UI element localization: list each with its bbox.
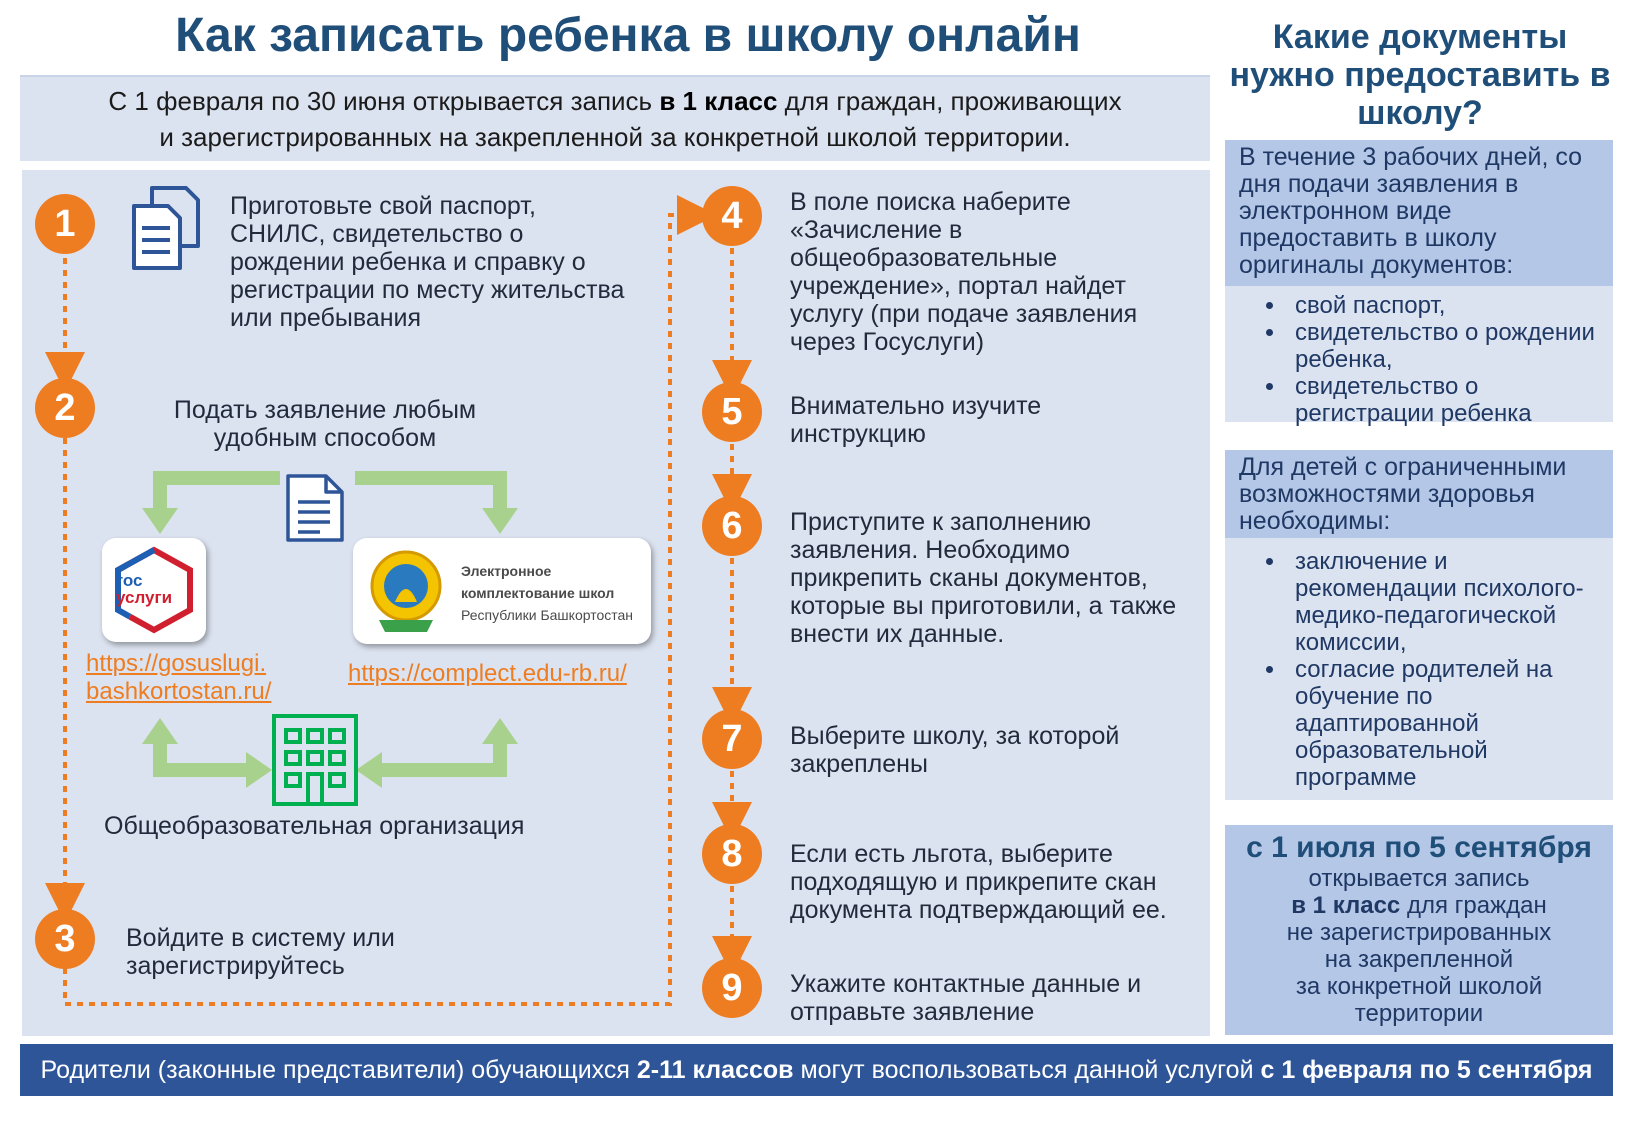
gosuslugi-logo-line2: услуги bbox=[116, 588, 173, 607]
documents-box-header: В течение 3 рабочих дней, со дня подачи заявления в электронном виде предоставить в школу оригиналы документов: bbox=[1225, 140, 1613, 286]
step-7-number: 7 bbox=[702, 709, 762, 769]
step-6-text: Приступите к заполнению заявления. Необходимо прикрепить сканы документов, которые вы приготовили, а также внести их данные. bbox=[790, 508, 1177, 648]
disability-list bbox=[1225, 538, 1613, 797]
documents-list-item: • свидетельство о регистрации ребенка bbox=[1287, 373, 1603, 427]
second-period-line3: не зарегистрированных bbox=[1286, 919, 1552, 946]
complect-link[interactable]: https://complect.edu-rb.ru/ bbox=[348, 660, 627, 687]
second-period-line5: за конкретной школой bbox=[1295, 973, 1543, 1000]
documents-list bbox=[1225, 286, 1613, 433]
step-4-number: 4 bbox=[702, 186, 762, 246]
footer-text-1: Родители (законные представители) обучающихся bbox=[40, 1056, 637, 1084]
documents-list-item: • свидетельство о рождении ребенка, bbox=[1287, 319, 1603, 373]
second-period-box bbox=[1225, 825, 1613, 1035]
second-period-line6: территории bbox=[1354, 1000, 1484, 1027]
gosuslugi-link[interactable] bbox=[86, 650, 271, 706]
documents-box-body bbox=[1225, 286, 1613, 427]
disability-box bbox=[1225, 450, 1613, 800]
complect-logo-line3: Республики Башкортостан bbox=[461, 607, 634, 623]
step-8-number: 8 bbox=[702, 824, 762, 884]
gosuslugi-link-line2: bashkortostan.ru/ bbox=[86, 678, 272, 705]
disability-list-item: • заключение и рекомендации психолого-медико-педагогической комиссии, bbox=[1287, 548, 1603, 656]
step-9-number: 9 bbox=[702, 958, 762, 1018]
step-1-number: 1 bbox=[35, 194, 95, 254]
step-5-text: Внимательно изучите инструкцию bbox=[790, 392, 1042, 448]
step-7-text: Выберите школу, за которой закреплены bbox=[790, 722, 1120, 778]
gosuslugi-link-line1: https://gosuslugi. bbox=[86, 650, 267, 677]
step-8-text: Если есть льгота, выберите подходящую и прикрепите скан документа подтверждающий ее. bbox=[790, 840, 1167, 924]
intro-text-1: С 1 февраля по 30 июня открывается запись bbox=[108, 86, 660, 116]
step-4-text: В поле поиска наберите «Зачисление в общеобразовательные учреждение», портал найдет услугу (при подаче заявления через Госуслуги) bbox=[790, 188, 1138, 356]
disability-box-header: Для детей с ограниченными возможностями здоровья необходимы: bbox=[1225, 450, 1613, 538]
second-period-line2 bbox=[1225, 892, 1613, 919]
intro-text-3: и зарегистрированных на закрепленной за конкретной школой территории. bbox=[159, 122, 1071, 152]
application-document-icon bbox=[284, 472, 346, 544]
page-title: Как записать ребенка в школу онлайн bbox=[175, 9, 1081, 62]
documents-box bbox=[1225, 140, 1613, 427]
second-period-dates: с 1 июля по 5 сентября bbox=[1246, 831, 1592, 864]
complect-logo-line1: Электронное bbox=[461, 563, 552, 579]
gosuslugi-logo-line1: гос bbox=[116, 571, 143, 590]
gosuslugi-logo[interactable] bbox=[102, 538, 206, 642]
footer-text-2: могут воспользоваться данной услугой bbox=[793, 1056, 1261, 1084]
second-period-line2-rest: для граждан bbox=[1400, 892, 1547, 919]
complect-logo[interactable] bbox=[353, 538, 651, 644]
bashkortostan-emblem-icon bbox=[365, 546, 447, 636]
second-period-bold: в 1 класс bbox=[1291, 892, 1401, 919]
step-3-text: Войдите в систему или зарегистрируйтесь bbox=[126, 924, 395, 980]
step-6-number: 6 bbox=[702, 496, 762, 556]
footer-banner bbox=[20, 1044, 1613, 1096]
second-period-line4: на закрепленной bbox=[1324, 946, 1514, 973]
disability-box-body bbox=[1225, 538, 1613, 800]
step-9-text: Укажите контактные данные и отправьте заявление bbox=[790, 970, 1142, 1026]
step-3-number: 3 bbox=[35, 909, 95, 969]
documents-icon bbox=[128, 184, 202, 272]
disability-list-item: • согласие родителей на обучение по адаптированной образовательной программе bbox=[1287, 656, 1603, 791]
step-1-text: Приготовьте свой паспорт, СНИЛС, свидетельство о рождении ребенка и справку о регистрации по месту жительства или пребывания bbox=[230, 192, 625, 332]
step-2-text: Подать заявление любым удобным способом bbox=[173, 396, 477, 452]
school-org-label: Общеобразовательная организация bbox=[104, 812, 525, 840]
complect-logo-line2: комплектование школ bbox=[461, 585, 615, 601]
gosuslugi-logo-text bbox=[116, 572, 172, 606]
school-building-icon bbox=[270, 712, 360, 808]
documents-title: Какие документы нужно предоставить в школу? bbox=[1229, 18, 1611, 132]
intro-text-2: для граждан, проживающих bbox=[777, 86, 1122, 116]
second-period-line1: открывается запись bbox=[1308, 865, 1530, 892]
step-5-number: 5 bbox=[702, 382, 762, 442]
footer-bold-2: с 1 февраля по 5 сентября bbox=[1260, 1056, 1593, 1084]
complect-logo-text bbox=[461, 560, 633, 626]
step-2-number: 2 bbox=[35, 378, 95, 438]
intro-bold: в 1 класс bbox=[659, 86, 778, 116]
footer-bold-1: 2-11 классов bbox=[636, 1056, 794, 1084]
documents-list-item: • свой паспорт, bbox=[1287, 292, 1603, 319]
